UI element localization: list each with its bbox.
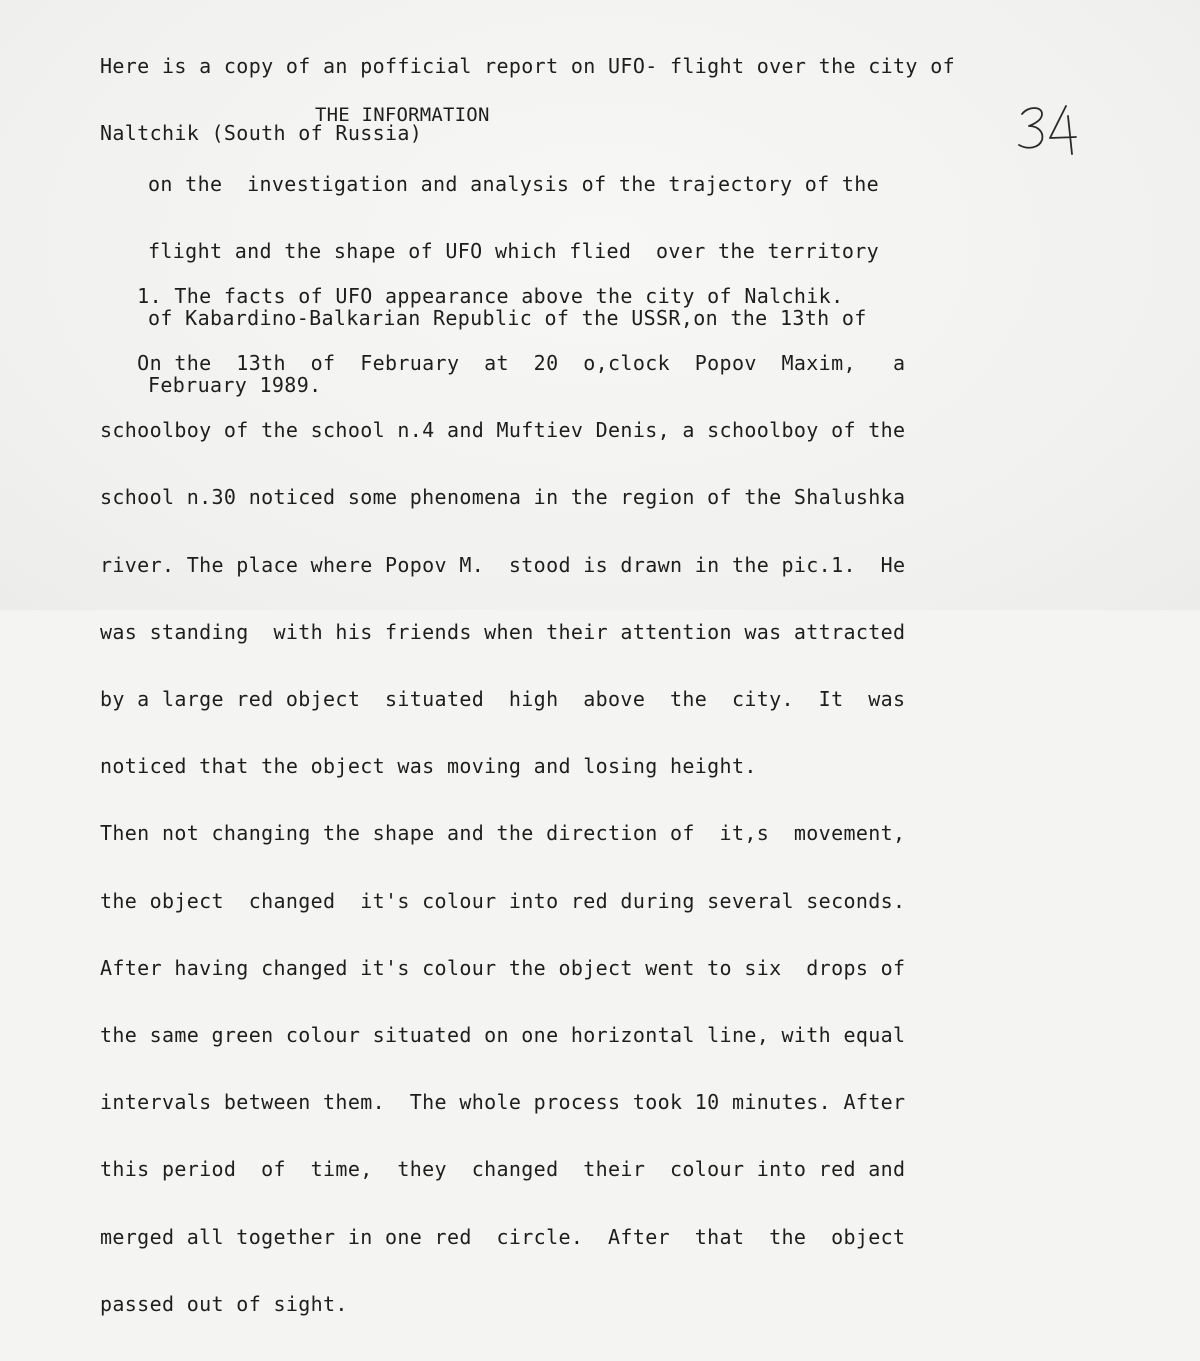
handwritten-page-number — [1016, 100, 1086, 160]
intro-line: Here is a copy of an pofficial report on UFO- flight over the city of — [100, 53, 955, 78]
body-line: noticed that the object was moving and losing height. — [100, 754, 757, 779]
subheading-line: on the investigation and analysis of the trajectory of the — [148, 171, 880, 196]
body-line: by a large red object situated high above the city. It was — [100, 687, 906, 712]
body-line: schoolboy of the school n.4 and Muftiev Denis, a schoolboy of the — [100, 418, 906, 443]
document-body — [100, 240, 905, 1360]
body-line: school n.30 noticed some phenomena in the region of the Shalushka — [100, 485, 906, 510]
body-line: On the 13th of February at 20 o,clock Popov Maxim, a — [100, 351, 906, 376]
body-line: passed out of sight. — [100, 1291, 348, 1316]
body-line: the object changed it's colour into red during several seconds. — [100, 888, 906, 913]
body-line: the same green colour situated on one horizontal line, with equal — [100, 1023, 906, 1048]
body-line: this period of time, they changed their colour into red and — [100, 1157, 906, 1182]
subheading-line: February 1989. — [148, 373, 322, 398]
intro-line: Naltchik (South of Russia) — [100, 121, 423, 146]
body-line: was standing with his friends when their attention was attracted — [100, 619, 906, 644]
body-line: After having changed it's colour the object went to six drops of — [100, 955, 906, 980]
document-heading: THE INFORMATION — [315, 104, 490, 126]
body-line: intervals between them. The whole process took 10 minutes. After — [100, 1090, 906, 1115]
body-line: Then not changing the shape and the direction of it,s movement, — [100, 821, 906, 846]
subheading-line: flight and the shape of UFO which flied over the territory — [148, 239, 880, 264]
subheading-line: of Kabardino-Balkarian Republic of the USSR,on the 13th of — [148, 306, 867, 331]
body-line: 1. The facts of UFO appearance above the city of Nalchik. — [100, 283, 844, 308]
body-line: merged all together in one red circle. After that the object — [100, 1224, 906, 1249]
body-line: river. The place where Popov M. stood is drawn in the pic.1. He — [100, 552, 906, 577]
